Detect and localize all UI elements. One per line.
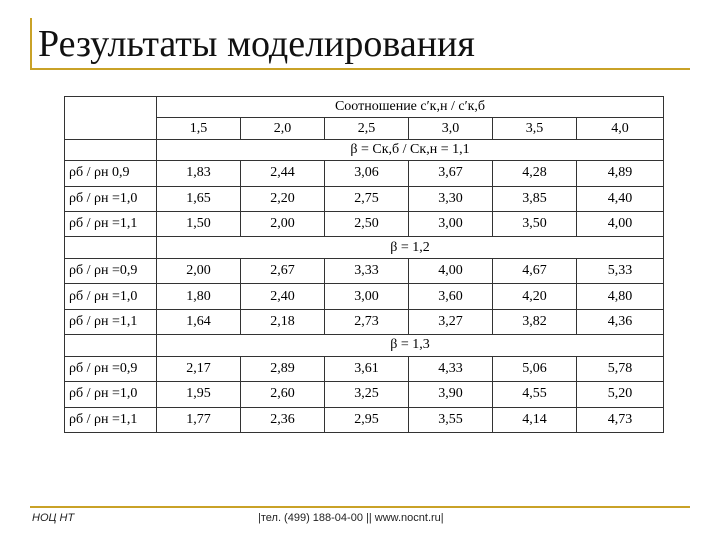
table-cell: 3,82 [493,309,577,334]
table-cell: 4,67 [493,258,577,283]
table-cell: 4,89 [577,161,664,186]
table-cell: 2,00 [157,258,241,283]
beta-label: β = Cк,б / Cк,н = 1,1 [157,139,664,160]
density-ratio-label: ρб / ρн =1,0 [65,382,157,407]
table-cell: 5,20 [577,382,664,407]
table-cell: 1,64 [157,309,241,334]
table-cell: 2,20 [241,186,325,211]
table-cell: 1,50 [157,212,241,237]
column-header: 4,0 [577,118,664,139]
table-cell: 3,30 [409,186,493,211]
table-row [65,258,664,283]
table-cell: 3,60 [409,284,493,309]
table-row [65,284,664,309]
ratio-header: Соотношение c′к,н / c′к,б [157,97,664,118]
table-corner-cell [65,97,157,140]
table-cell: 4,00 [577,212,664,237]
results-table [64,96,664,433]
table-cell: 3,00 [325,284,409,309]
table-cell: 2,60 [241,382,325,407]
table-cell: 1,80 [157,284,241,309]
results-table-container [64,96,663,433]
table-cell: 1,65 [157,186,241,211]
section-label-cell [65,237,157,258]
table-cell: 3,67 [409,161,493,186]
table-row [65,186,664,211]
column-header: 2,5 [325,118,409,139]
table-row [65,407,664,433]
table-cell: 4,40 [577,186,664,211]
table-cell: 5,06 [493,356,577,381]
beta-section-row [65,237,664,258]
beta-section-row [65,335,664,356]
table-cell: 4,80 [577,284,664,309]
table-cell: 3,90 [409,382,493,407]
table-row [65,382,664,407]
table-cell: 3,25 [325,382,409,407]
table-cell: 4,00 [409,258,493,283]
density-ratio-label: ρб / ρн =0,9 [65,356,157,381]
table-cell: 2,73 [325,309,409,334]
slide-title: Результаты моделирования [38,23,475,65]
beta-section-row [65,139,664,160]
table-cell: 5,33 [577,258,664,283]
beta-label: β = 1,3 [157,335,664,356]
table-cell: 3,06 [325,161,409,186]
table-cell: 4,73 [577,407,664,433]
column-header: 3,5 [493,118,577,139]
table-cell: 3,55 [409,407,493,433]
table-cell: 4,14 [493,407,577,433]
density-ratio-label: ρб / ρн =1,1 [65,212,157,237]
density-ratio-label: ρб / ρн =1,1 [65,309,157,334]
table-cell: 2,36 [241,407,325,433]
table-cell: 4,20 [493,284,577,309]
accent-vertical-line [30,18,32,68]
column-header: 1,5 [157,118,241,139]
section-label-cell [65,335,157,356]
footer-org: НОЦ НТ [32,512,75,524]
density-ratio-label: ρб / ρн =1,0 [65,284,157,309]
table-cell: 4,55 [493,382,577,407]
table-cell: 1,83 [157,161,241,186]
table-cell: 2,44 [241,161,325,186]
footer-contact: |тел. (499) 188-04-00 || www.nocnt.ru| [258,512,444,524]
footer-divider [30,506,690,508]
accent-horizontal-line [30,68,690,70]
beta-label: β = 1,2 [157,237,664,258]
density-ratio-label: ρб / ρн 0,9 [65,161,157,186]
table-cell: 2,89 [241,356,325,381]
table-cell: 2,50 [325,212,409,237]
table-cell: 1,77 [157,407,241,433]
table-cell: 2,18 [241,309,325,334]
table-cell: 1,95 [157,382,241,407]
table-cell: 2,17 [157,356,241,381]
section-label-cell [65,139,157,160]
table-cell: 4,28 [493,161,577,186]
density-ratio-label: ρб / ρн =1,1 [65,407,157,433]
density-ratio-label: ρб / ρн =1,0 [65,186,157,211]
table-cell: 3,33 [325,258,409,283]
table-cell: 5,78 [577,356,664,381]
table-cell: 2,75 [325,186,409,211]
table-row [65,309,664,334]
table-cell: 3,85 [493,186,577,211]
table-header-row [65,97,664,118]
column-header: 3,0 [409,118,493,139]
table-cell: 2,67 [241,258,325,283]
table-row [65,212,664,237]
table-cell: 3,27 [409,309,493,334]
column-header: 2,0 [241,118,325,139]
table-cell: 3,50 [493,212,577,237]
table-cell: 2,40 [241,284,325,309]
table-row [65,161,664,186]
table-cell: 3,00 [409,212,493,237]
table-cell: 3,61 [325,356,409,381]
table-row [65,356,664,381]
density-ratio-label: ρб / ρн =0,9 [65,258,157,283]
table-cell: 4,36 [577,309,664,334]
table-cell: 2,00 [241,212,325,237]
table-cell: 2,95 [325,407,409,433]
table-cell: 4,33 [409,356,493,381]
